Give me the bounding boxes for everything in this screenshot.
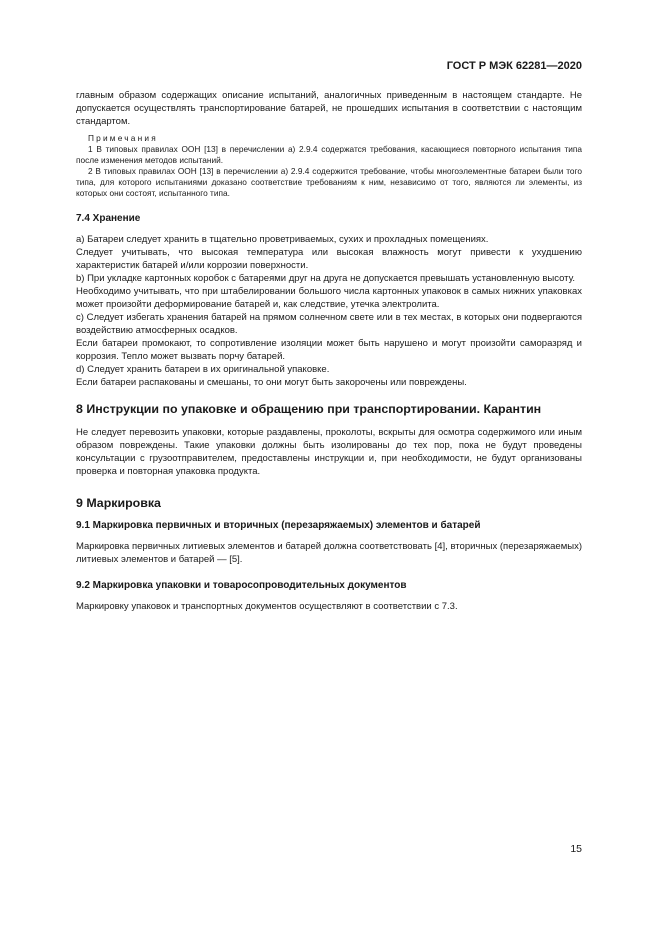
- note-2: 2 В типовых правилах ООН [13] в перечислении а) 2.9.4 содержится требование, чтобы многоэлементные батареи были того типа, для которого испытаниями доказано соответствие требованиям к ним, независимо от того, являются ли элементы, из которых они состоят, испытанного типа.: [76, 166, 582, 198]
- item-b-note: Необходимо учитывать, что при штабелировании большого числа картонных упаковок в самых нижних упаковках может произойти деформирование батарей и, как следствие, утечка электролита.: [76, 286, 582, 310]
- section-9-1-title: 9.1 Маркировка первичных и вторичных (перезаряжаемых) элементов и батарей: [76, 520, 481, 531]
- section-9-1-paragraph: Маркировка первичных литиевых элементов и батарей должна соответствовать [4], вторичных (перезаряжаемых) литиевых элементов и батарей — [5].: [76, 541, 582, 565]
- page-number: 15: [570, 843, 582, 855]
- page-content: [76, 89, 582, 613]
- section-9-title: 9 Маркировка: [76, 496, 161, 510]
- item-d: d) Следует хранить батареи в их оригинальной упаковке.: [76, 364, 330, 375]
- item-c-note: Если батареи промокают, то сопротивление изоляции может быть нарушено и могут произойти саморазряд и коррозия. Тепло может вызвать порчу батарей.: [76, 338, 582, 362]
- section-8-paragraph: Не следует перевозить упаковки, которые раздавлены, проколоты, вскрыты для осмотра содержимого или иным образом повреждены. Такие упаковки должны быть изолированы до тех пор, пока не будут проведены консультации с грузоотправителем, предоставлены инструкции и, при необходимости, не будут организованы проверка и повторная упаковка продукта.: [76, 427, 582, 477]
- note-1: 1 В типовых правилах ООН [13] в перечислении а) 2.9.4 содержатся требования, касающиеся повторного испытания типа после изменения методов испытаний.: [76, 144, 582, 165]
- section-9-2-paragraph: Маркировку упаковок и транспортных документов осуществляют в соответствии с 7.3.: [76, 601, 458, 612]
- item-b: b) При укладке картонных коробок с батареями друг на друга не допускается превышать установленную высоту.: [76, 273, 576, 284]
- document-code: ГОСТ Р МЭК 62281—2020: [446, 60, 582, 72]
- notes-title: Примечания: [88, 133, 158, 143]
- item-c: с) Следует избегать хранения батарей на прямом солнечном свете или в тех местах, в которых они подвергаются воздействию атмосферных осадков.: [76, 312, 582, 336]
- item-a: а) Батареи следует хранить в тщательно проветриваемых, сухих и прохладных помещениях.: [76, 234, 489, 245]
- section-8-title: 8 Инструкции по упаковке и обращению при транспортировании. Карантин: [76, 402, 542, 416]
- section-9-2-title: 9.2 Маркировка упаковки и товаросопроводительных документов: [76, 580, 407, 591]
- item-d-note: Если батареи распакованы и смешаны, то они могут быть закорочены или повреждены.: [76, 377, 467, 388]
- section-7-4-title: 7.4 Хранение: [76, 213, 141, 224]
- intro-paragraph: главным образом содержащих описание испытаний, аналогичных приведенным в настоящем стандарте. Не допускается осуществлять транспортирование батарей, не прошедших испытания в соответствии с настоящим стандартом.: [76, 90, 582, 127]
- item-a-note: Следует учитывать, что высокая температура или высокая влажность могут привести к ухудшению характеристик батарей и/или коррозии поверхности.: [76, 247, 582, 271]
